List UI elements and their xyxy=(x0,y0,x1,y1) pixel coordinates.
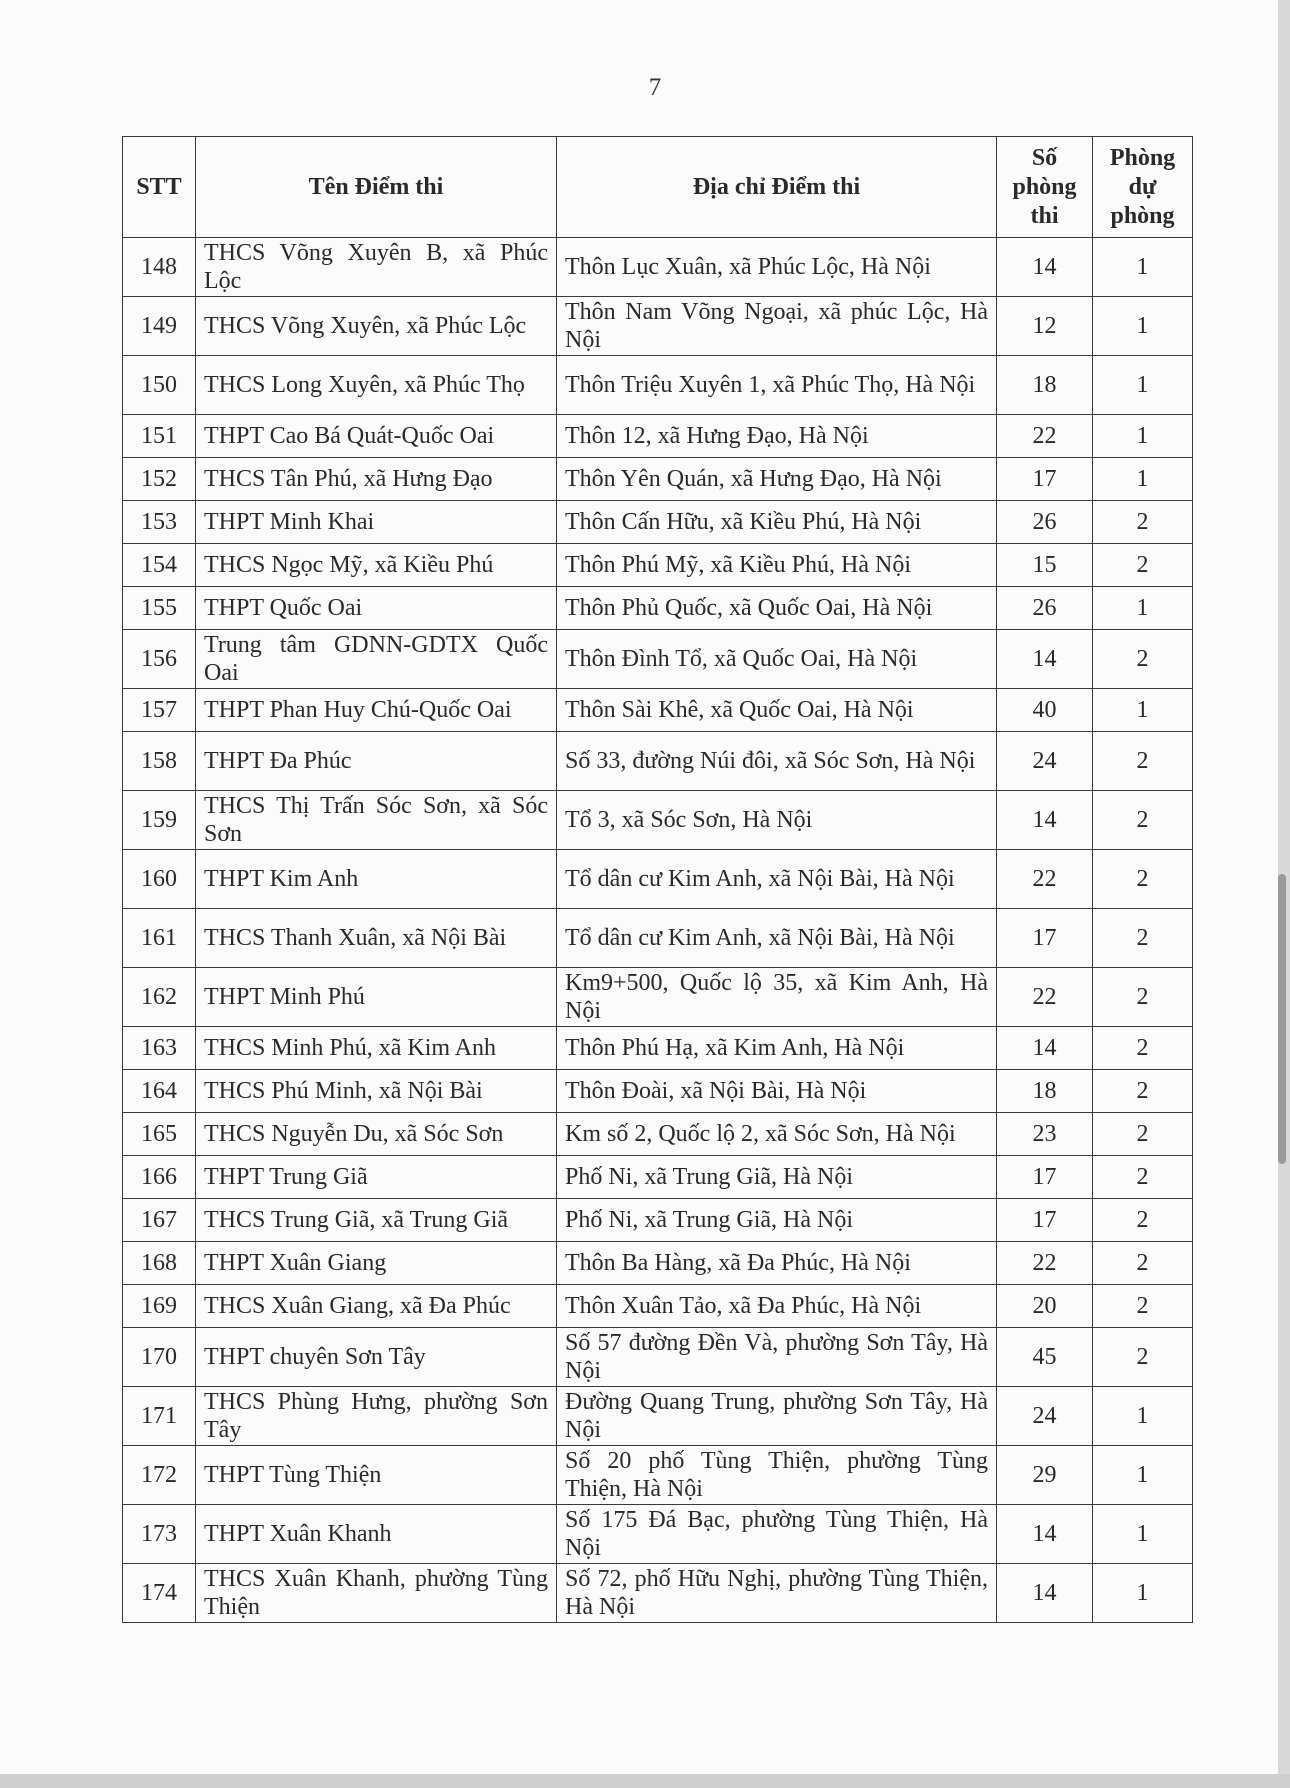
row-spare-room-count: 1 xyxy=(1093,1446,1193,1505)
table-row xyxy=(123,458,1193,501)
row-spare-room-count: 2 xyxy=(1093,1285,1193,1328)
row-site-address: Thôn Yên Quán, xã Hưng Đạo, Hà Nội xyxy=(557,458,997,501)
row-site-address: Thôn Lục Xuân, xã Phúc Lộc, Hà Nội xyxy=(557,238,997,297)
table-row xyxy=(123,1285,1193,1328)
row-site-name: THPT Xuân Giang xyxy=(196,1242,557,1285)
row-site-address: Số 72, phố Hữu Nghị, phường Tùng Thiện, Hà Nội xyxy=(557,1564,997,1623)
row-spare-room-count: 1 xyxy=(1093,689,1193,732)
scrollbar-thumb[interactable] xyxy=(1278,874,1286,1164)
page-number: 7 xyxy=(648,74,662,101)
row-stt: 153 xyxy=(123,501,196,544)
row-room-count: 14 xyxy=(997,630,1093,689)
table-row xyxy=(123,415,1193,458)
row-room-count: 22 xyxy=(997,1242,1093,1285)
row-site-address: Thôn Phú Hạ, xã Kim Anh, Hà Nội xyxy=(557,1027,997,1070)
row-site-address: Số 20 phố Tùng Thiện, phường Tùng Thiện, Hà Nội xyxy=(557,1446,997,1505)
row-spare-room-count: 2 xyxy=(1093,909,1193,968)
table-row xyxy=(123,501,1193,544)
row-spare-room-count: 2 xyxy=(1093,732,1193,791)
row-spare-room-count: 2 xyxy=(1093,1242,1193,1285)
row-room-count: 29 xyxy=(997,1446,1093,1505)
table-row xyxy=(123,1328,1193,1387)
row-stt: 157 xyxy=(123,689,196,732)
row-site-name: THCS Thanh Xuân, xã Nội Bài xyxy=(196,909,557,968)
row-site-name: THPT Tùng Thiện xyxy=(196,1446,557,1505)
row-spare-room-count: 2 xyxy=(1093,501,1193,544)
table-row xyxy=(123,1505,1193,1564)
row-site-name: THCS Nguyễn Du, xã Sóc Sơn xyxy=(196,1113,557,1156)
row-site-address: Tổ dân cư Kim Anh, xã Nội Bài, Hà Nội xyxy=(557,909,997,968)
row-site-name: THCS Minh Phú, xã Kim Anh xyxy=(196,1027,557,1070)
row-stt: 171 xyxy=(123,1387,196,1446)
table-header-row xyxy=(123,137,1193,238)
table-row xyxy=(123,1446,1193,1505)
row-stt: 159 xyxy=(123,791,196,850)
row-room-count: 26 xyxy=(997,501,1093,544)
row-site-address: Thôn Cấn Hữu, xã Kiều Phú, Hà Nội xyxy=(557,501,997,544)
row-stt: 165 xyxy=(123,1113,196,1156)
exam-sites-table xyxy=(122,136,1193,1623)
row-spare-room-count: 1 xyxy=(1093,458,1193,501)
row-site-name: THCS Tân Phú, xã Hưng Đạo xyxy=(196,458,557,501)
table-row xyxy=(123,791,1193,850)
row-spare-room-count: 2 xyxy=(1093,1113,1193,1156)
row-site-name: THPT chuyên Sơn Tây xyxy=(196,1328,557,1387)
row-room-count: 14 xyxy=(997,1505,1093,1564)
row-room-count: 14 xyxy=(997,238,1093,297)
header-rooms: Số phòng thi xyxy=(997,137,1093,238)
row-room-count: 22 xyxy=(997,968,1093,1027)
row-room-count: 24 xyxy=(997,1387,1093,1446)
row-site-name: THPT Xuân Khanh xyxy=(196,1505,557,1564)
row-site-address: Số 57 đường Đền Và, phường Sơn Tây, Hà Nội xyxy=(557,1328,997,1387)
row-room-count: 14 xyxy=(997,1564,1093,1623)
row-spare-room-count: 2 xyxy=(1093,1070,1193,1113)
row-spare-room-count: 2 xyxy=(1093,544,1193,587)
row-room-count: 12 xyxy=(997,297,1093,356)
row-room-count: 18 xyxy=(997,356,1093,415)
row-spare-room-count: 2 xyxy=(1093,1156,1193,1199)
row-site-name: THCS Thị Trấn Sóc Sơn, xã Sóc Sơn xyxy=(196,791,557,850)
row-stt: 154 xyxy=(123,544,196,587)
row-spare-room-count: 2 xyxy=(1093,630,1193,689)
row-site-address: Đường Quang Trung, phường Sơn Tây, Hà Nội xyxy=(557,1387,997,1446)
header-stt: STT xyxy=(123,137,196,238)
row-stt: 148 xyxy=(123,238,196,297)
row-site-name: THCS Xuân Giang, xã Đa Phúc xyxy=(196,1285,557,1328)
row-stt: 164 xyxy=(123,1070,196,1113)
row-spare-room-count: 1 xyxy=(1093,297,1193,356)
row-site-name: Trung tâm GDNN-GDTX Quốc Oai xyxy=(196,630,557,689)
row-site-name: THPT Kim Anh xyxy=(196,850,557,909)
row-spare-room-count: 1 xyxy=(1093,587,1193,630)
row-site-name: THPT Phan Huy Chú-Quốc Oai xyxy=(196,689,557,732)
row-stt: 150 xyxy=(123,356,196,415)
table-row xyxy=(123,689,1193,732)
header-address: Địa chỉ Điểm thi xyxy=(557,137,997,238)
row-site-name: THPT Cao Bá Quát-Quốc Oai xyxy=(196,415,557,458)
table-row xyxy=(123,968,1193,1027)
row-stt: 174 xyxy=(123,1564,196,1623)
table-row xyxy=(123,238,1193,297)
row-spare-room-count: 2 xyxy=(1093,968,1193,1027)
row-site-address: Thôn Phú Mỹ, xã Kiều Phú, Hà Nội xyxy=(557,544,997,587)
table-row xyxy=(123,356,1193,415)
table-row xyxy=(123,630,1193,689)
table-row xyxy=(123,544,1193,587)
row-stt: 149 xyxy=(123,297,196,356)
table-row xyxy=(123,909,1193,968)
row-spare-room-count: 1 xyxy=(1093,1387,1193,1446)
row-stt: 166 xyxy=(123,1156,196,1199)
table-row xyxy=(123,1027,1193,1070)
row-site-address: Thôn Xuân Tảo, xã Đa Phúc, Hà Nội xyxy=(557,1285,997,1328)
row-spare-room-count: 2 xyxy=(1093,791,1193,850)
row-room-count: 26 xyxy=(997,587,1093,630)
row-room-count: 17 xyxy=(997,458,1093,501)
row-site-name: THPT Minh Khai xyxy=(196,501,557,544)
row-site-address: Thôn Sài Khê, xã Quốc Oai, Hà Nội xyxy=(557,689,997,732)
row-room-count: 17 xyxy=(997,909,1093,968)
row-spare-room-count: 2 xyxy=(1093,850,1193,909)
row-room-count: 18 xyxy=(997,1070,1093,1113)
row-site-name: THPT Trung Giã xyxy=(196,1156,557,1199)
row-site-name: THCS Trung Giã, xã Trung Giã xyxy=(196,1199,557,1242)
table-row xyxy=(123,732,1193,791)
row-room-count: 22 xyxy=(997,415,1093,458)
row-room-count: 15 xyxy=(997,544,1093,587)
table-row xyxy=(123,1242,1193,1285)
table-row xyxy=(123,297,1193,356)
row-site-address: Số 175 Đá Bạc, phường Tùng Thiện, Hà Nội xyxy=(557,1505,997,1564)
row-site-name: THCS Võng Xuyên, xã Phúc Lộc xyxy=(196,297,557,356)
row-room-count: 17 xyxy=(997,1156,1093,1199)
row-spare-room-count: 1 xyxy=(1093,1564,1193,1623)
row-stt: 173 xyxy=(123,1505,196,1564)
row-site-address: Thôn Đoài, xã Nội Bài, Hà Nội xyxy=(557,1070,997,1113)
row-stt: 156 xyxy=(123,630,196,689)
row-spare-room-count: 2 xyxy=(1093,1199,1193,1242)
table-row xyxy=(123,1387,1193,1446)
page-bottom-edge xyxy=(0,1774,1290,1788)
row-site-name: THCS Long Xuyên, xã Phúc Thọ xyxy=(196,356,557,415)
row-site-name: THPT Minh Phú xyxy=(196,968,557,1027)
row-site-name: THCS Xuân Khanh, phường Tùng Thiện xyxy=(196,1564,557,1623)
row-spare-room-count: 1 xyxy=(1093,238,1193,297)
row-room-count: 45 xyxy=(997,1328,1093,1387)
table-row xyxy=(123,1564,1193,1623)
row-stt: 162 xyxy=(123,968,196,1027)
header-spare: Phòng dự phòng xyxy=(1093,137,1193,238)
row-stt: 158 xyxy=(123,732,196,791)
row-room-count: 24 xyxy=(997,732,1093,791)
row-room-count: 22 xyxy=(997,850,1093,909)
row-room-count: 40 xyxy=(997,689,1093,732)
row-stt: 151 xyxy=(123,415,196,458)
table-row xyxy=(123,850,1193,909)
row-site-address: Tổ dân cư Kim Anh, xã Nội Bài, Hà Nội xyxy=(557,850,997,909)
table-row xyxy=(123,1113,1193,1156)
row-site-address: Km số 2, Quốc lộ 2, xã Sóc Sơn, Hà Nội xyxy=(557,1113,997,1156)
row-stt: 168 xyxy=(123,1242,196,1285)
row-spare-room-count: 1 xyxy=(1093,415,1193,458)
row-site-address: Phố Ni, xã Trung Giã, Hà Nội xyxy=(557,1199,997,1242)
row-site-name: THCS Ngọc Mỹ, xã Kiều Phú xyxy=(196,544,557,587)
row-stt: 155 xyxy=(123,587,196,630)
row-stt: 167 xyxy=(123,1199,196,1242)
row-spare-room-count: 2 xyxy=(1093,1027,1193,1070)
row-site-address: Thôn Triệu Xuyên 1, xã Phúc Thọ, Hà Nội xyxy=(557,356,997,415)
row-site-address: Thôn Ba Hàng, xã Đa Phúc, Hà Nội xyxy=(557,1242,997,1285)
row-site-address: Tổ 3, xã Sóc Sơn, Hà Nội xyxy=(557,791,997,850)
row-site-name: THCS Phùng Hưng, phường Sơn Tây xyxy=(196,1387,557,1446)
row-spare-room-count: 2 xyxy=(1093,1328,1193,1387)
row-site-name: THPT Quốc Oai xyxy=(196,587,557,630)
row-site-address: Thôn 12, xã Hưng Đạo, Hà Nội xyxy=(557,415,997,458)
row-stt: 163 xyxy=(123,1027,196,1070)
row-stt: 169 xyxy=(123,1285,196,1328)
row-stt: 172 xyxy=(123,1446,196,1505)
row-site-address: Phố Ni, xã Trung Giã, Hà Nội xyxy=(557,1156,997,1199)
row-site-address: Thôn Đình Tổ, xã Quốc Oai, Hà Nội xyxy=(557,630,997,689)
row-site-name: THCS Võng Xuyên B, xã Phúc Lộc xyxy=(196,238,557,297)
row-stt: 160 xyxy=(123,850,196,909)
row-site-address: Km9+500, Quốc lộ 35, xã Kim Anh, Hà Nội xyxy=(557,968,997,1027)
row-stt: 170 xyxy=(123,1328,196,1387)
row-spare-room-count: 1 xyxy=(1093,1505,1193,1564)
row-room-count: 14 xyxy=(997,1027,1093,1070)
row-stt: 161 xyxy=(123,909,196,968)
row-stt: 152 xyxy=(123,458,196,501)
row-room-count: 14 xyxy=(997,791,1093,850)
header-name: Tên Điểm thi xyxy=(196,137,557,238)
row-room-count: 20 xyxy=(997,1285,1093,1328)
table-row xyxy=(123,1070,1193,1113)
row-site-address: Thôn Nam Võng Ngoại, xã phúc Lộc, Hà Nội xyxy=(557,297,997,356)
row-site-address: Số 33, đường Núi đôi, xã Sóc Sơn, Hà Nội xyxy=(557,732,997,791)
table-row xyxy=(123,1199,1193,1242)
row-room-count: 23 xyxy=(997,1113,1093,1156)
table-row xyxy=(123,1156,1193,1199)
row-spare-room-count: 1 xyxy=(1093,356,1193,415)
row-site-name: THPT Đa Phúc xyxy=(196,732,557,791)
row-site-name: THCS Phú Minh, xã Nội Bài xyxy=(196,1070,557,1113)
table-row xyxy=(123,587,1193,630)
row-site-address: Thôn Phủ Quốc, xã Quốc Oai, Hà Nội xyxy=(557,587,997,630)
row-room-count: 17 xyxy=(997,1199,1093,1242)
